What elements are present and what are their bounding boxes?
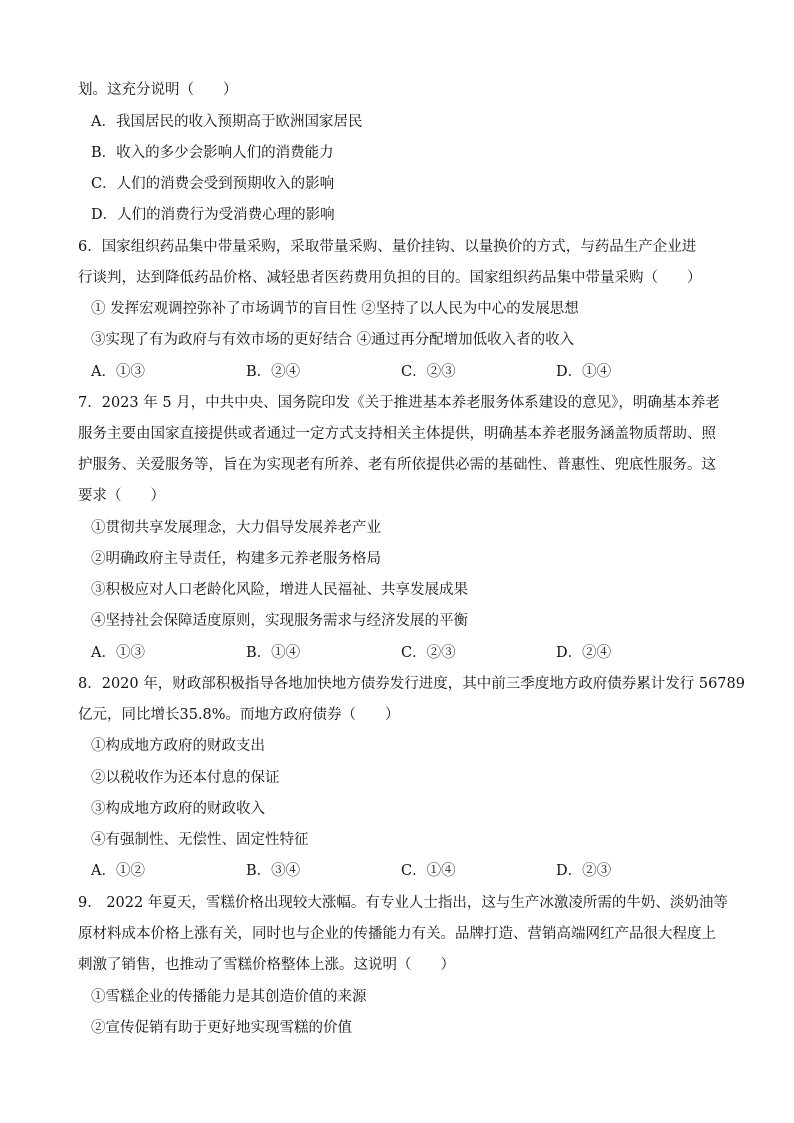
q6-choices bbox=[0, 359, 794, 385]
q8-statement-1: ①构成地方政府的财政支出 bbox=[91, 738, 265, 754]
q8-statement-2: ②以税收作为还本付息的保证 bbox=[91, 770, 280, 786]
q8-choice-a: A．①② bbox=[91, 863, 145, 879]
q7-statement-2: ②明确政府主导责任，构建多元养老服务格局 bbox=[91, 551, 381, 567]
q7-choices bbox=[0, 640, 794, 666]
q5-option-b: B．收入的多少会影响人们的消费能力 bbox=[91, 145, 334, 161]
q6-choice-a: A．①③ bbox=[91, 364, 145, 380]
q6-choice-b: B．②④ bbox=[246, 364, 301, 380]
q8-choice-d: D．②③ bbox=[556, 863, 612, 879]
q6-stem-line-2: 行谈判，达到降低药品价格、减轻患者医药费用负担的目的。国家组织药品集中带量采购（ ） bbox=[78, 270, 702, 286]
q7-choice-b: B．①④ bbox=[246, 645, 301, 661]
q7-statement-3: ③积极应对人口老龄化风险，增进人民福祉、共享发展成果 bbox=[91, 582, 468, 598]
q7-stem-line-3: 护服务、关爱服务等，旨在为实现老有所养、老有所依提供必需的基础性、普惠性、兜底性服务。这 bbox=[78, 457, 716, 473]
q6-stem-line-1: 6．国家组织药品集中带量采购，采取带量采购、量价挂钩、以量换价的方式，与药品生产企业进 bbox=[78, 239, 697, 255]
q7-stem-line-1: 7．2023 年 5 月，中共中央、国务院印发《关于推进基本养老服务体系建设的意见》，明确基本养老 bbox=[78, 395, 720, 411]
q8-stem-line-2: 亿元，同比增长35.8%。而地方政府债券（ ） bbox=[78, 707, 400, 723]
q6-statements-line-2: ③实现了有为政府与有效市场的更好结合 ④通过再分配增加低收入者的收入 bbox=[91, 332, 575, 348]
q7-choice-c: C．②③ bbox=[401, 645, 456, 661]
q9-stem-line-2: 原材料成本价格上涨有关，同时也与企业的传播能力有关。品牌打造、营销高端网红产品很大程度上 bbox=[78, 926, 716, 942]
q8-statement-4: ④有强制性、无偿性、固定性特征 bbox=[91, 832, 309, 848]
q8-choice-b: B．③④ bbox=[246, 863, 301, 879]
q9-stem-line-1: 9． 2022 年夏天，雪糕价格出现较大涨幅。有专业人士指出，这与生产冰激凌所需的牛奶、淡奶油等 bbox=[78, 895, 728, 911]
q6-choice-c: C．②③ bbox=[401, 364, 456, 380]
q8-stem-line-1: 8．2020 年，财政部积极指导各地加快地方债券发行进度，其中前三季度地方政府债券累计发行 56789 bbox=[78, 676, 745, 692]
q8-choice-c: C．①④ bbox=[401, 863, 456, 879]
q9-statement-2: ②宣传促销有助于更好地实现雪糕的价值 bbox=[91, 1020, 352, 1036]
q7-choice-d: D．②④ bbox=[556, 645, 612, 661]
q6-choice-d: D．①④ bbox=[556, 364, 612, 380]
q9-statement-1: ①雪糕企业的传播能力是其创造价值的来源 bbox=[91, 989, 367, 1005]
q7-stem-line-2: 服务主要由国家直接提供或者通过一定方式支持相关主体提供，明确基本养老服务涵盖物质帮助、照 bbox=[78, 426, 716, 442]
q8-choices bbox=[0, 858, 794, 884]
q9-stem-line-3: 刺激了销售，也推动了雪糕价格整体上涨。这说明（ ） bbox=[78, 957, 455, 973]
q5-option-d: D．人们的消费行为受消费心理的影响 bbox=[91, 207, 335, 223]
q8-statement-3: ③构成地方政府的财政收入 bbox=[91, 801, 265, 817]
q6-statements-line-1: ① 发挥宏观调控弥补了市场调节的盲目性 ②坚持了以人民为中心的发展思想 bbox=[91, 301, 579, 317]
q5-stem-line: 划。这充分说明（ ） bbox=[78, 82, 238, 98]
q7-statement-4: ④坚持社会保障适度原则，实现服务需求与经济发展的平衡 bbox=[91, 613, 468, 629]
q5-option-a: A．我国居民的收入预期高于欧洲国家居民 bbox=[91, 114, 363, 130]
q7-statement-1: ①贯彻共享发展理念，大力倡导发展养老产业 bbox=[91, 520, 381, 536]
q7-choice-a: A．①③ bbox=[91, 645, 145, 661]
q5-option-c: C．人们的消费会受到预期收入的影响 bbox=[91, 176, 335, 192]
q7-stem-line-4: 要求（ ） bbox=[78, 488, 165, 504]
